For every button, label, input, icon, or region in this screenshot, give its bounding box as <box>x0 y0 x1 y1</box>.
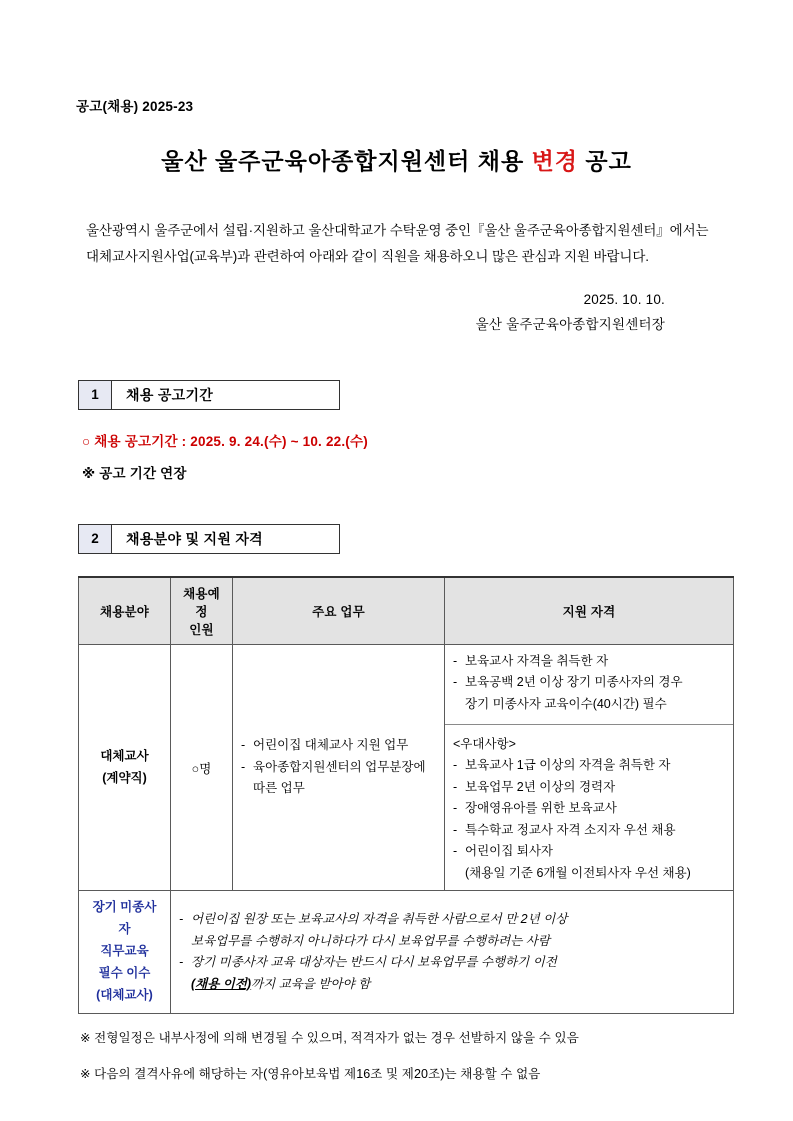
qualification-text: 보육공백 2년 이상 장기 미종사자의 경우 <box>465 675 683 690</box>
dash-marker: - <box>453 675 458 690</box>
section-2-title: 채용분야 및 지원 자격 <box>112 524 340 554</box>
section-2-number: 2 <box>78 524 112 554</box>
dash-marker: - <box>241 759 246 774</box>
training-label-line1: 장기 미종사자 <box>92 900 157 937</box>
intro-paragraph <box>86 218 725 271</box>
document-date: 2025. 10. 10. <box>583 291 665 307</box>
document-signer: 울산 울주군육아종합지원센터장 <box>475 317 665 333</box>
recruitment-period: ○ 채용 공고기간 : 2025. 9. 24.(수) ~ 10. 22.(수) <box>82 433 368 449</box>
document-number: 공고(채용) 2025-23 <box>76 99 194 114</box>
title-prefix: 울산 울주군육아종합지원센터 채용 <box>161 148 532 174</box>
training-emphasis-rest: 까지 교육을 받아야 함 <box>251 976 371 991</box>
column-header-count <box>171 577 233 645</box>
cell-qualifications <box>445 644 734 891</box>
cell-hire-count: ○명 <box>171 644 233 891</box>
section-2 <box>68 524 725 1086</box>
cell-training-description <box>171 891 734 1013</box>
column-header-duty: 주요 업무 <box>233 577 445 645</box>
duty-text: 어린이집 대체교사 지원 업무 <box>253 738 409 753</box>
column-header-field: 채용분야 <box>79 577 171 645</box>
section-1-header <box>78 380 725 410</box>
preference-heading: <우대사항> <box>453 737 516 752</box>
required-qualifications <box>445 639 733 726</box>
dash-marker: - <box>453 801 458 816</box>
training-emphasis: (채용 이전) <box>191 976 252 991</box>
recruitment-period-note: ※ 공고 기간 연장 <box>82 465 187 481</box>
field-name-line2: (계약직) <box>102 770 147 785</box>
preference-item <box>453 777 725 799</box>
duty-item <box>241 735 436 757</box>
recruitment-table <box>78 576 734 1014</box>
preference-item <box>453 841 725 863</box>
training-label-line3: 필수 이수 <box>98 966 151 981</box>
dash-marker: - <box>453 653 458 668</box>
training-text: 어린이집 원장 또는 보육교사의 자격을 취득한 사람으로서 만 2년 이상 <box>191 912 568 927</box>
dash-marker: - <box>179 955 184 970</box>
signature-block <box>68 287 665 338</box>
field-name-line1: 대체교사 <box>100 749 149 764</box>
training-label-line2: 직무교육 <box>100 944 149 959</box>
title-accent: 변경 <box>531 148 579 174</box>
title-suffix: 공고 <box>578 148 632 174</box>
dash-marker: - <box>241 738 246 753</box>
table-row <box>79 891 734 1013</box>
dash-marker: - <box>453 822 458 837</box>
column-header-count-line1: 채용예정 <box>183 586 220 619</box>
preference-item <box>453 798 725 820</box>
training-item <box>179 952 725 974</box>
training-text: 장기 미종사자 교육 대상자는 반드시 다시 보육업무를 수행하기 이전 <box>191 955 557 970</box>
section-1 <box>68 380 725 482</box>
preference-item <box>453 755 725 777</box>
footnote-2: ※ 다음의 결격사유에 해당하는 자(영유아보육법 제16조 및 제20조)는 채용할 수 없음 <box>80 1066 541 1081</box>
cell-main-duties <box>233 644 445 891</box>
intro-line-1: 울산광역시 울주군에서 설립·지원하고 울산대학교가 수탁운영 중인『울산 울주군육아종합지원센터』에서는 <box>86 223 709 238</box>
preference-text: 어린이집 퇴사자 <box>465 844 553 859</box>
table-row <box>79 644 734 891</box>
column-header-qualification: 지원 자격 <box>445 577 734 645</box>
training-text-continued: 보육업무를 수행하지 아니하다가 다시 보육업무를 수행하려는 사람 <box>191 933 550 948</box>
qualification-item <box>453 651 725 673</box>
duty-text-continued: 따른 업무 <box>253 781 305 796</box>
dash-marker: - <box>453 844 458 859</box>
qualification-item <box>453 672 725 694</box>
section-1-number: 1 <box>78 380 112 410</box>
preference-text: 장애영유아를 위한 보육교사 <box>465 801 617 816</box>
intro-line-2: 대체교사지원사업(교육부)과 관련하여 아래와 같이 직원을 채용하오니 많은 관심과 지원 바랍니다. <box>86 249 649 265</box>
dash-marker: - <box>179 912 184 927</box>
duty-item <box>241 757 436 779</box>
training-text-emphasis-line <box>179 974 725 996</box>
preference-text: 보육교사 1급 이상의 자격을 취득한 자 <box>465 758 671 773</box>
duty-text: 육아종합지원센터의 업무분장에 <box>253 759 426 774</box>
column-header-count-line2: 인원 <box>189 622 214 637</box>
qualification-text: 보육교사 자격을 취득한 자 <box>465 653 609 668</box>
preference-text: 보육업무 2년 이상의 경력자 <box>465 779 616 794</box>
cell-field-name <box>79 644 171 891</box>
training-item <box>179 909 725 931</box>
preference-text: 특수학교 정교사 자격 소지자 우선 채용 <box>465 822 676 837</box>
qualification-text-continued: 장기 미종사자 교육이수(40시간) 필수 <box>465 696 667 711</box>
preference-item <box>453 820 725 842</box>
preference-text-continued: (채용일 기준 6개월 이전퇴사자 우선 채용) <box>465 865 691 880</box>
cell-training-label <box>79 891 171 1013</box>
section-1-title: 채용 공고기간 <box>112 380 340 410</box>
page-title <box>68 143 725 176</box>
footnote-1: ※ 전형일정은 내부사정에 의해 변경될 수 있으며, 적격자가 없는 경우 선발하지 않을 수 있음 <box>80 1030 579 1045</box>
dash-marker: - <box>453 758 458 773</box>
training-label-line4: (대체교사) <box>96 987 153 1002</box>
table-header-row <box>79 577 734 645</box>
dash-marker: - <box>453 779 458 794</box>
section-2-header <box>78 524 725 554</box>
